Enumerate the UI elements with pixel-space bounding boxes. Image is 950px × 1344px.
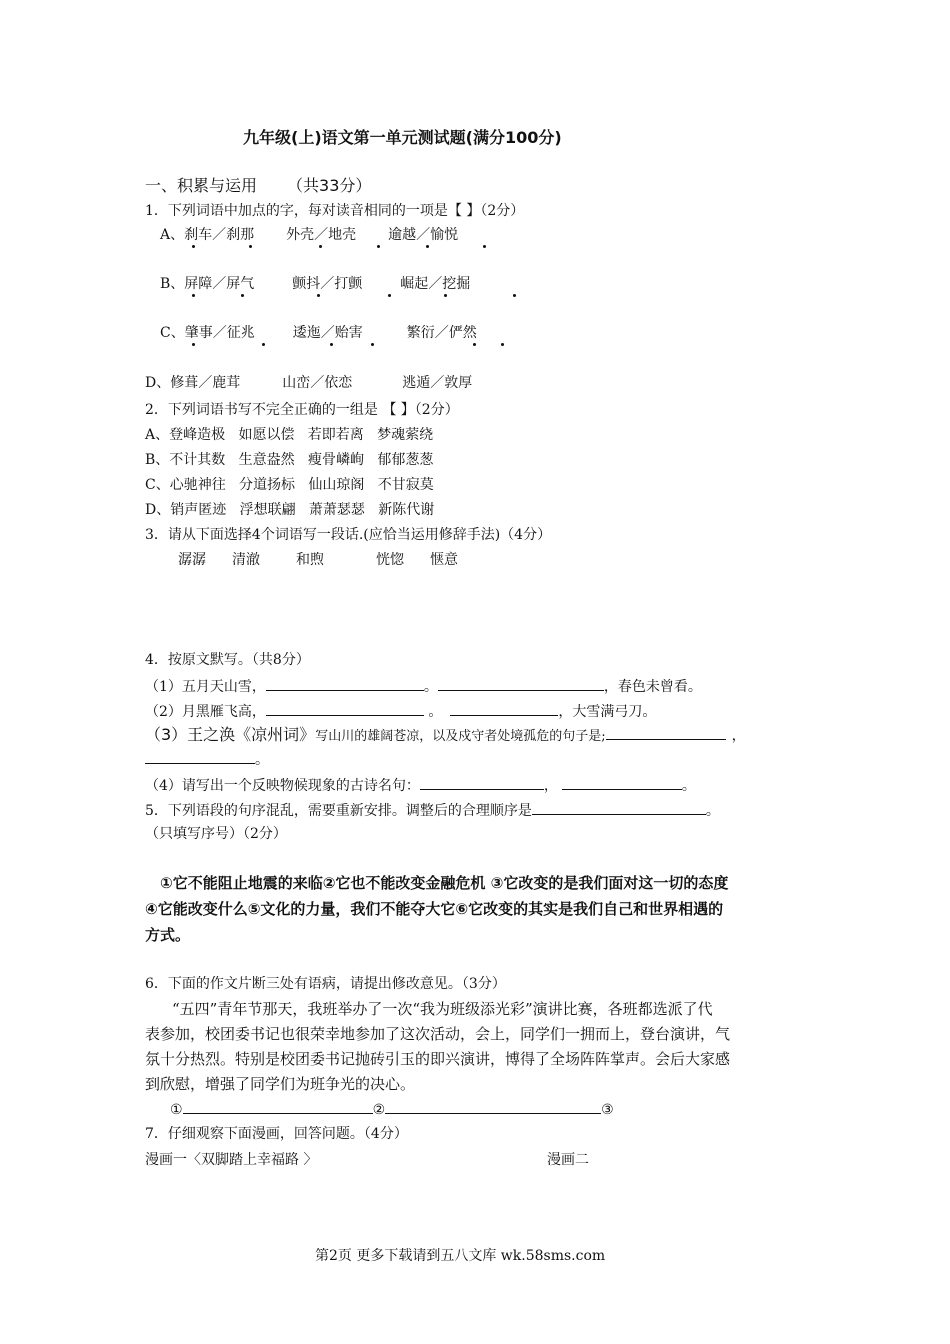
- q2-option-d: D、销声匿迹 浮想联翩 萧萧瑟瑟 新陈代谢: [145, 502, 435, 518]
- q5-stem: 5．下列语段的句序混乱，需要重新安排。调整后的合理顺序是 。: [145, 800, 720, 821]
- answer-blank[interactable]: [385, 1099, 601, 1114]
- emphasis-dot: [318, 290, 319, 291]
- q1-option-b: B、屏障／屏气 颤抖／打颤 崛起／挖掘: [160, 276, 471, 292]
- q6-passage-line-1: “五四”青年节那天，我班举办了一次“我为班级添光彩”演讲比赛，各班都选派了代: [172, 1000, 713, 1018]
- q4-line-2: （2）月黑雁飞高， 。 ，大雪满弓刀。: [145, 701, 656, 722]
- emphasis-dot: [502, 339, 503, 340]
- answer-blank[interactable]: [606, 725, 726, 740]
- cartoon-2-caption: 漫画二: [547, 1152, 589, 1168]
- q1-option-d: D、修葺／鹿茸 山峦／依恋 逃遁／敦厚: [145, 375, 473, 391]
- q1-stem: 1．下列词语中加点的字，每对读音相同的一项是【 】（2分）: [145, 203, 525, 219]
- option-label: B、: [160, 276, 185, 292]
- q5-passage-line-2: ④它能改变什么⑤文化的力量，我们不能夺大它⑥它改变的其实是我们自己和世界相遇的: [145, 900, 724, 918]
- q6-passage-line-2: 表参加，校团委书记也很荣幸地参加了这次活动，会上，同学们一拥而上，登台演讲，气: [145, 1025, 731, 1043]
- page-title: 九年级(上)语文第一单元测试题(满分100分): [243, 128, 562, 147]
- emphasis-dot: [474, 339, 475, 340]
- emphasis-dot: [389, 290, 390, 291]
- q4-line-3-cont: 。: [145, 749, 269, 770]
- q6-stem: 6．下面的作文片断三处有语病，请提出修改意见。（3分）: [145, 976, 506, 992]
- q1-a-pair-1: 刹车／刹那: [184, 227, 255, 243]
- q2-stem: 2．下列词语书写不完全正确的一组是 【 】（2分）: [145, 402, 459, 418]
- q4-line-1: （1）五月天山雪， 。 ，春色未曾看。: [145, 676, 702, 697]
- q5-note: （只填写序号）（2分）: [145, 826, 287, 842]
- emphasis-dot: [242, 290, 243, 291]
- answer-blank[interactable]: [145, 749, 255, 764]
- emphasis-dot: [427, 241, 428, 242]
- emphasis-dot: [193, 241, 194, 242]
- cartoon-1-caption: 漫画一〈双脚踏上幸福路 〉: [145, 1152, 318, 1168]
- q3-word-list: [178, 550, 458, 570]
- q4-line-3: （3）王之涣《凉州词》写山川的雄阔苍凉，以及戍守者处境孤危的句子是; ，: [145, 725, 746, 744]
- section-score: （共33分）: [287, 176, 372, 195]
- emphasis-dot: [514, 290, 515, 291]
- option-label: A、: [160, 227, 185, 243]
- section-heading: [145, 176, 371, 196]
- q3-word: 恍惚: [376, 552, 404, 568]
- q3-stem: 3．请从下面选择4个词语写一段话.(应恰当运用修辞手法)（4分）: [145, 527, 552, 543]
- page-footer: 第2页 更多下载请到五八文库 wk.58sms.com: [315, 1248, 606, 1264]
- q1-option-c: C、肇事／征兆 逶迤／贻害 繁衍／俨然: [160, 325, 477, 341]
- answer-blank[interactable]: [450, 701, 558, 716]
- answer-blank[interactable]: [562, 775, 682, 790]
- q1-option-a: [160, 225, 458, 245]
- emphasis-dot: [193, 339, 194, 340]
- emphasis-dot: [331, 339, 332, 340]
- emphasis-dot: [372, 339, 373, 340]
- option-label: C、: [160, 325, 185, 341]
- emphasis-dot: [193, 290, 194, 291]
- q2-option-c: C、心驰神往 分道扬标 仙山琼阁 不甘寂莫: [145, 477, 434, 493]
- q6-answer-line: ① ② ③: [170, 1099, 614, 1120]
- emphasis-dot: [320, 241, 321, 242]
- q1-a-pair-3: 逾越／愉悦: [388, 227, 459, 243]
- q2-option-b: B、不计其数 生意盎然 瘦骨嶙峋 郁郁葱葱: [145, 452, 434, 468]
- emphasis-dot: [445, 290, 446, 291]
- q3-word: 清澈: [232, 552, 260, 568]
- q1-a-pair-2: 外壳／地壳: [286, 227, 357, 243]
- emphasis-dot: [250, 241, 251, 242]
- q3-word: 惬意: [430, 552, 458, 568]
- emphasis-dot: [378, 241, 379, 242]
- emphasis-dot: [263, 339, 264, 340]
- q7-stem: 7．仔细观察下面漫画，回答问题。（4分）: [145, 1126, 408, 1142]
- option-label: D、: [145, 375, 171, 391]
- q4-stem: 4．按原文默写。（共8分）: [145, 652, 310, 668]
- answer-blank[interactable]: [438, 676, 604, 691]
- q6-passage-line-4: 到欣慰，增强了同学们为班争光的决心。: [145, 1075, 416, 1093]
- q2-option-a: A、登峰造极 如愿以偿 若即若离 梦魂萦绕: [145, 427, 434, 443]
- answer-blank[interactable]: [420, 775, 544, 790]
- q3-word: 潺潺: [178, 552, 206, 568]
- answer-blank[interactable]: [532, 800, 706, 815]
- q3-word: 和煦: [296, 552, 324, 568]
- answer-blank[interactable]: [183, 1099, 373, 1114]
- q4-line-4: （4）请写出一个反映物候现象的古诗名句： ， 。: [145, 775, 696, 796]
- q5-passage-line-1: ①它不能阻止地震的来临②它也不能改变金融危机 ③它改变的是我们面对这一切的态度: [160, 874, 729, 892]
- section-label: 一、积累与运用: [145, 176, 258, 195]
- emphasis-dot: [484, 241, 485, 242]
- q5-passage-line-3: 方式。: [145, 926, 191, 944]
- q6-passage-line-3: 氛十分热烈。特别是校团委书记抛砖引玉的即兴演讲，博得了全场阵阵掌声。会后大家感: [145, 1050, 731, 1068]
- answer-blank[interactable]: [266, 701, 424, 716]
- answer-blank[interactable]: [266, 676, 424, 691]
